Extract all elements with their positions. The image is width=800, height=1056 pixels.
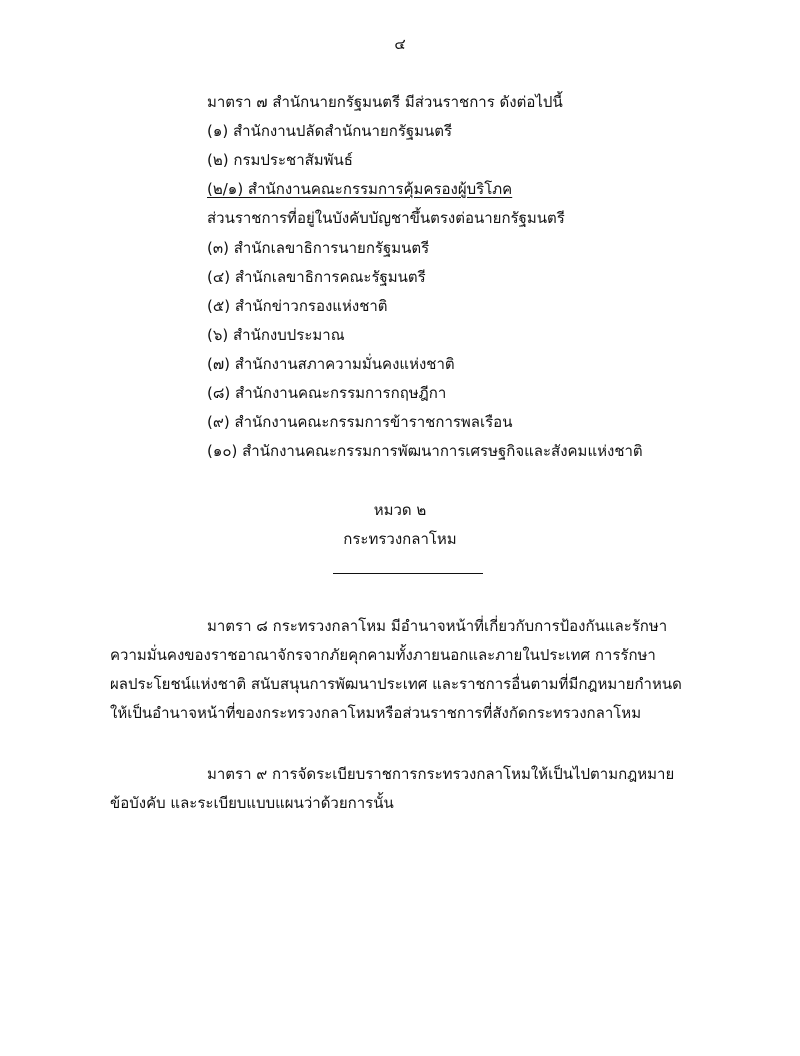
page-number: ๔: [394, 35, 406, 53]
list-item: (๒) กรมประชาสัมพันธ์: [207, 151, 353, 169]
section-7-heading: มาตรา ๗ สำนักนายกรัฐมนตรี มีส่วนราชการ ดังต่อไปนี้: [207, 93, 563, 111]
section-9-line: มาตรา ๙ การจัดระเบียบราชการกระทรวงกลาโหมให้เป็นไปตามกฎหมาย: [207, 765, 675, 783]
list-item: (๗) สำนักงานสภาความมั่นคงแห่งชาติ: [207, 355, 455, 373]
section-8-line: มาตรา ๘ กระทรวงกลาโหม มีอำนาจหน้าที่เกี่ยวกับการป้องกันและรักษา: [207, 617, 668, 635]
list-item: (๕) สำนักข่าวกรองแห่งชาติ: [207, 297, 388, 315]
section-8-line: ผลประโยชน์แห่งชาติ สนับสนุนการพัฒนาประเทศ และราชการอื่นตามที่มีกฎหมายกำหนด: [110, 675, 682, 693]
chapter-title: กระทรวงกลาโหม: [343, 530, 457, 548]
list-item: (๓) สำนักเลขาธิการนายกรัฐมนตรี: [207, 239, 430, 257]
list-item: (๘) สำนักงานคณะกรรมการกฤษฎีกา: [207, 384, 447, 402]
list-item: (๑๐) สำนักงานคณะกรรมการพัฒนาการเศรษฐกิจและสังคมแห่งชาติ: [207, 442, 643, 460]
section-9-line: ข้อบังคับ และระเบียบแบบแผนว่าด้วยการนั้น: [110, 794, 394, 812]
section-7-subheading: ส่วนราชการที่อยู่ในบังคับบัญชาขึ้นตรงต่อนายกรัฐมนตรี: [207, 209, 565, 227]
section-8-line: ความมั่นคงของราชอาณาจักรจากภัยคุกคามทั้งภายนอกและภายในประเทศ การรักษา: [110, 646, 656, 664]
list-item: (๑) สำนักงานปลัดสำนักนายกรัฐมนตรี: [207, 122, 453, 140]
list-item: (๔) สำนักเลขาธิการคณะรัฐมนตรี: [207, 268, 426, 286]
chapter-divider: [333, 573, 483, 574]
section-8-line: ให้เป็นอำนาจหน้าที่ของกระทรวงกลาโหมหรือส่วนราชการที่สังกัดกระทรวงกลาโหม: [110, 704, 642, 722]
list-item: (๖) สำนักงบประมาณ: [207, 326, 345, 344]
list-item-underlined: (๒/๑) สำนักงานคณะกรรมการคุ้มครองผู้บริโภค: [207, 180, 513, 198]
chapter-number: หมวด ๒: [373, 501, 427, 519]
list-item: (๙) สำนักงานคณะกรรมการข้าราชการพลเรือน: [207, 413, 513, 431]
